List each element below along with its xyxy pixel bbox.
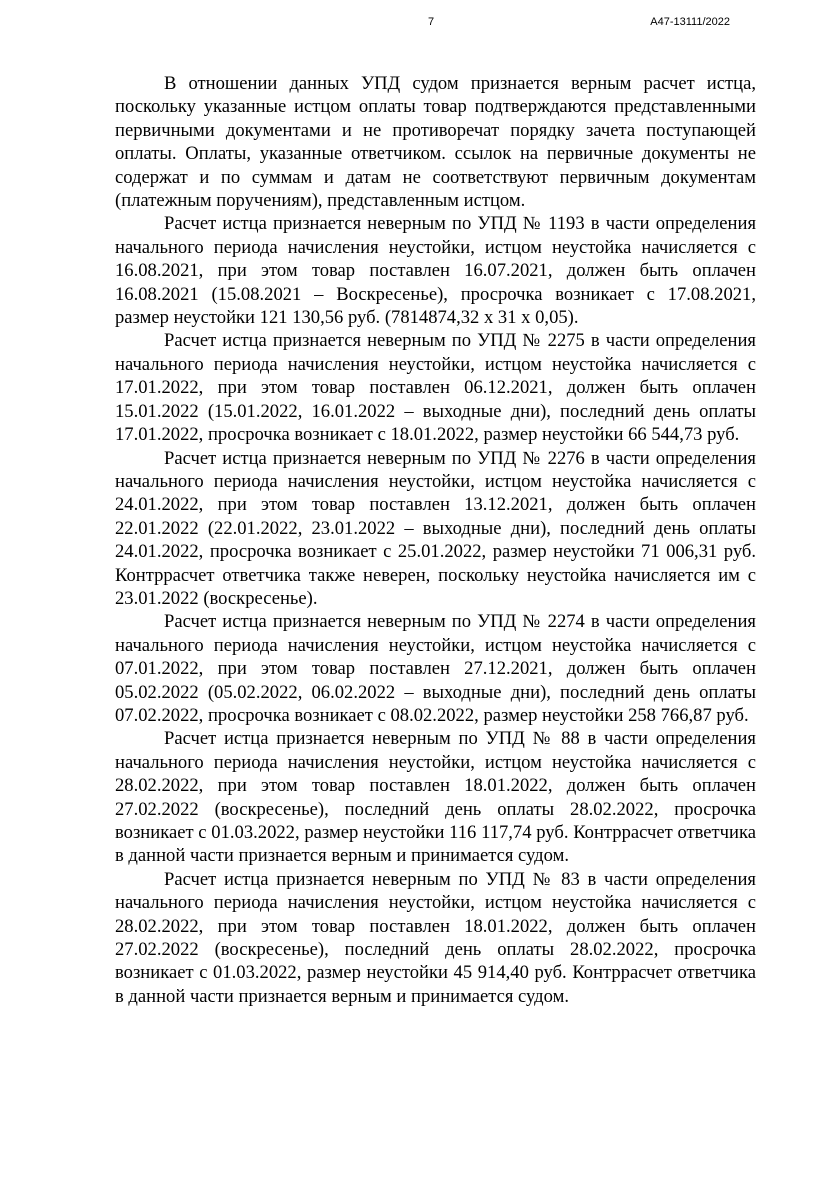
paragraph-upd-2276: Расчет истца признается неверным по УПД № 2276 в части определения начального периода начисления неустойки, истцом неустойка начисляется с 24.01.2022, при этом товар поставлен 13.12.2021, должен быть оплачен 22.01.2022 (22.01.2022, 23.01.2022 – выходные дни), последний день оплаты 24.01.2022, просрочка возникает с 25.01.2022, размер неустойки 71 006,31 руб. Контррасчет ответчика также неверен, поскольку неустойка начисляется им с 23.01.2022 (воскресенье). [115,447,756,609]
paragraph-upd-verified: В отношении данных УПД судом признается верным расчет истца, поскольку указанные истцом оплаты товар подтверждаются представленными первичными документами и не противоречат порядку зачета поступающей оплаты. Оплаты, указанные ответчиком. ссылок на первичные документы не содержат и по суммам и датам не соответствуют первичным документам (платежным поручениям), представленным истцом. [115,73,756,212]
paragraph-upd-83: Расчет истца признается неверным по УПД № 83 в части определения начального периода начисления неустойки, истцом неустойка начисляется с 28.02.2022, при этом товар поставлен 18.01.2022, должен быть оплачен 27.02.2022 (воскресенье), последний день оплаты 28.02.2022, просрочка возникает с 01.03.2022, размер неустойки 45 914,40 руб. Контррасчет ответчика в данной части признается верным и принимается судом. [115,868,756,1007]
document-body [115,72,756,1008]
paragraph-upd-1193: Расчет истца признается неверным по УПД № 1193 в части определения начального периода начисления неустойки, истцом неустойка начисляется с 16.08.2021, при этом товар поставлен 16.07.2021, должен быть оплачен 16.08.2021 (15.08.2021 – Воскресенье), просрочка возникает с 17.08.2021, размер неустойки 121 130,56 руб. (7814874,32 х 31 х 0,05). [115,213,756,329]
paragraph-upd-2275: Расчет истца признается неверным по УПД № 2275 в части определения начального периода начисления неустойки, истцом неустойка начисляется с 17.01.2022, при этом товар поставлен 06.12.2021, должен быть оплачен 15.01.2022 (15.01.2022, 16.01.2022 – выходные дни), последний день оплаты 17.01.2022, просрочка возникает с 18.01.2022, размер неустойки 66 544,73 руб. [115,330,756,446]
paragraph-upd-2274: Расчет истца признается неверным по УПД № 2274 в части определения начального периода начисления неустойки, истцом неустойка начисляется с 07.01.2022, при этом товар поставлен 27.12.2021, должен быть оплачен 05.02.2022 (05.02.2022, 06.02.2022 – выходные дни), последний день оплаты 07.02.2022, просрочка возникает с 08.02.2022, размер неустойки 258 766,87 руб. [115,611,756,726]
case-number: А47-13111/2022 [650,16,730,28]
paragraph-upd-88: Расчет истца признается неверным по УПД № 88 в части определения начального периода начисления неустойки, истцом неустойка начисляется с 28.02.2022, при этом товар поставлен 18.01.2022, должен быть оплачен 27.02.2022 (воскресенье), последний день оплаты 28.02.2022, просрочка возникает с 01.03.2022, размер неустойки 116 117,74 руб. Контррасчет ответчика в данной части признается верным и принимается судом. [115,728,756,867]
page-number: 7 [428,16,435,28]
